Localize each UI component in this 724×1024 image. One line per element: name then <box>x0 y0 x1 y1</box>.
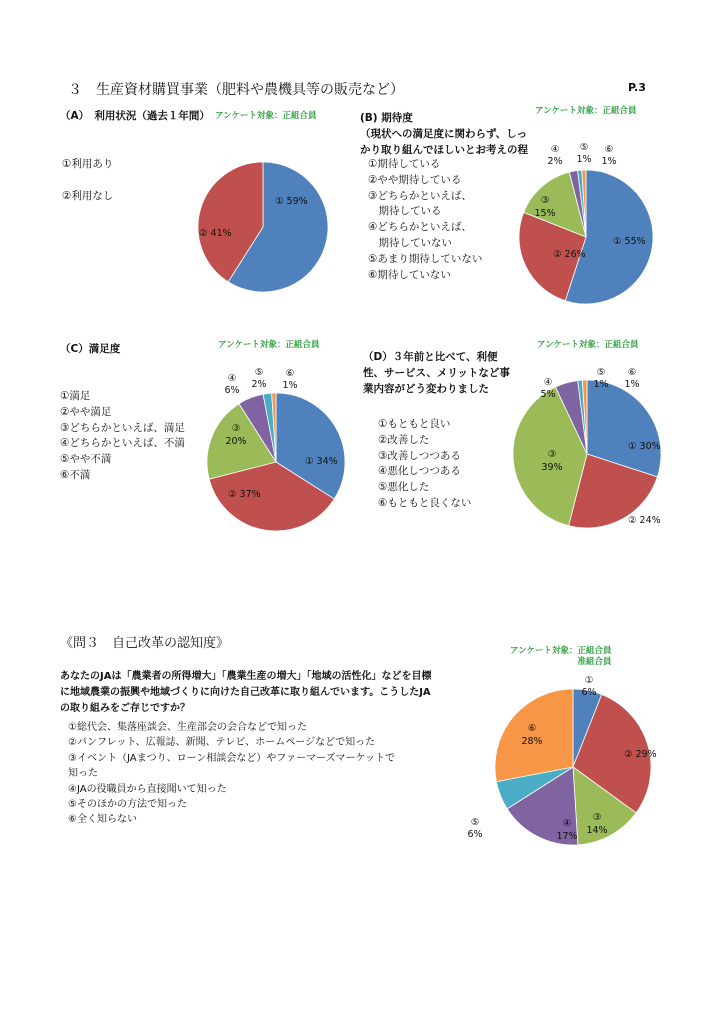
chart-b-options <box>368 157 482 283</box>
q3-options <box>68 720 395 828</box>
data-label: ① 59% <box>275 196 308 207</box>
option-item: ④悪化しつつある <box>378 465 461 478</box>
data-label: ③ 15% <box>534 195 556 219</box>
option-item: ①もともと良い <box>378 418 451 430</box>
option-item: ⑤やや不満 <box>60 453 112 466</box>
option-item: ⑤あまり期待していない <box>368 252 483 265</box>
data-label: ① 30% <box>628 441 661 452</box>
data-label: ② 37% <box>228 489 261 500</box>
option-item: ①利用あり <box>62 158 114 170</box>
data-label: ① 34% <box>305 456 338 467</box>
data-label: ④ 6% <box>224 373 240 396</box>
data-label: ⑤ 6% <box>467 817 483 840</box>
data-label: ③ 39% <box>541 449 563 473</box>
chart-b-survey-target: アンケート対象：正組合員 <box>535 106 637 116</box>
option-item: ②やや満足 <box>60 405 112 418</box>
option-item: ④どちらかといえば、不満 <box>60 437 185 450</box>
data-label: ④ 5% <box>540 377 556 400</box>
data-label: ① 6% <box>581 675 597 698</box>
option-item: ⑤悪化した <box>378 481 430 494</box>
chart-c-options <box>60 389 185 484</box>
data-label: ④ 2% <box>547 144 563 167</box>
data-label: ④ 17% <box>556 818 578 842</box>
chart-c-survey-target: アンケート対象：正組合員 <box>218 340 320 350</box>
chart-c-title: （C）満足度 <box>60 343 121 355</box>
option-item: ⑥全く知らない <box>68 814 137 826</box>
chart-d-title: （D）３年前と比べて、利便 性、サービス、メリットなど事 業内容がどう変わりました <box>363 351 510 395</box>
option-item: ①期待している <box>368 158 441 170</box>
option-item: 期待している <box>368 205 442 218</box>
data-label: ⑤ 1% <box>593 367 609 390</box>
data-label: ② 29% <box>624 749 657 760</box>
option-item: ①満足 <box>60 390 91 402</box>
option-item: 期待していない <box>368 236 452 249</box>
option-item: ⑥期待していない <box>368 268 451 281</box>
data-label: ⑥ 28% <box>521 723 543 747</box>
data-label: ③ 14% <box>586 812 608 836</box>
option-item: ③どちらかといえば、 <box>368 189 472 202</box>
option-item: ③イベント（JAまつり、ローン相談会など）やファーマーズマーケットで <box>68 752 395 764</box>
data-label: ③ 20% <box>225 423 247 447</box>
chart-a-title: （A） 利用状況（過去１年間） <box>60 110 210 122</box>
option-item: ③改善しつつある <box>378 449 461 462</box>
option-item: ①総代会、集落座談会、生産部会の会合などで知った <box>68 722 307 733</box>
option-item: ②やや期待している <box>368 173 462 186</box>
option-item: ⑤そのほかの方法で知った <box>68 799 187 811</box>
option-item: ⑥もともと良くない <box>378 496 472 509</box>
chart-d-options <box>378 417 471 512</box>
chart-d-survey-target: アンケート対象：正組合員 <box>537 340 639 350</box>
page-number: P.3 <box>628 81 646 94</box>
option-item: ②利用なし <box>62 190 114 202</box>
option-item: 知った <box>68 768 98 780</box>
q3-question: あなたのJAは「農業者の所得増大」「農業生産の増大」「地域の活性化」などを目標 に地域農業の振興や地域づくりに向けた自己改革に取り組んでいます。こうしたJA の取り組みをご存じですか？ <box>60 671 432 714</box>
data-label: ⑤ 1% <box>576 142 592 165</box>
data-label: ② 41% <box>199 228 232 239</box>
data-label: ⑥ 1% <box>282 368 298 391</box>
data-label: ⑤ 2% <box>251 367 267 390</box>
section-title: ３ 生産資材購買事業（肥料や農機具等の販売など） <box>68 82 404 98</box>
data-label: ⑥ 1% <box>624 367 640 390</box>
q3-heading: 《問３ 自己改革の認知度》 <box>60 636 230 651</box>
chart-a-survey-target: アンケート対象：正組合員 <box>215 111 317 121</box>
option-item: ⑥不満 <box>60 468 91 481</box>
chart-b-title: (B) 期待度 （現状への満足度に関わらず、しっ かり取り組んでほしいとお考えの程 <box>360 112 528 156</box>
data-label: ② 26% <box>553 249 586 260</box>
option-item: ②パンフレット、広報誌、新聞、テレビ、ホームページなどで知った <box>68 737 376 749</box>
option-item: ④どちらかといえば、 <box>368 221 472 234</box>
option-item: ②改善した <box>378 433 430 446</box>
option-item: ④JAの役職員から直接聞いて知った <box>68 783 227 795</box>
option-item: ③どちらかといえば、満足 <box>60 421 185 434</box>
data-label: ⑥ 1% <box>601 144 617 167</box>
data-label: ② 24% <box>628 515 661 526</box>
q3-survey-target: アンケート対象：正組合員 准組合員 <box>510 646 612 667</box>
data-label: ① 55% <box>613 236 646 247</box>
